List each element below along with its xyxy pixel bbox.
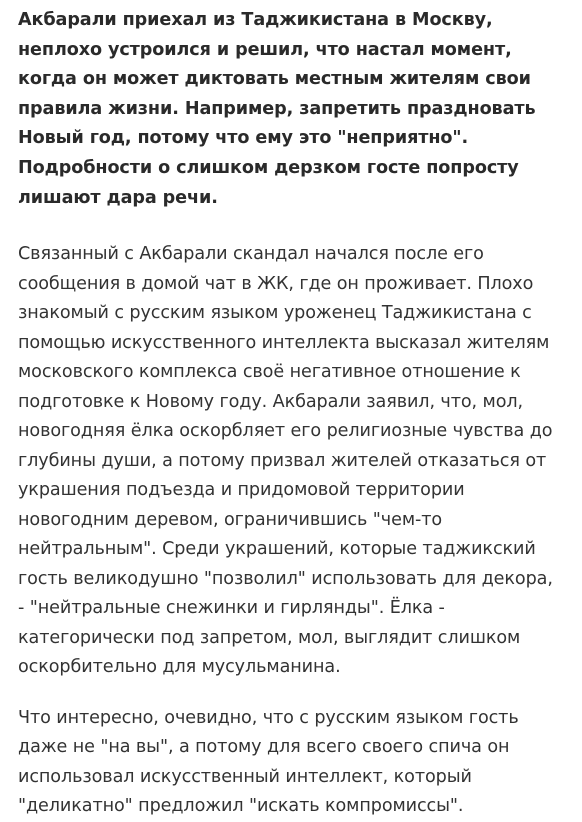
article-lead: Акбарали приехал из Таджикистана в Москву, неплохо устроился и решил, что настал момент, когда он может диктовать местным жителям свои правила жизни. Например, запретить праздновать Новый год, потому что ему это "неприятно". Подробности о слишком дерзком госте попросту лишают дара речи. bbox=[18, 10, 536, 208]
article-paragraph: Связанный с Акбарали скандал начался после его сообщения в домой чат в ЖК, где он проживает. Плохо знакомый с русским языком уроженец Таджикистана с помощью искусственного интеллекта высказал жителям московского комплекса своё негативное отношение к подготовке к Новому году. Акбарали заявил, что, мол, новогодняя ёлка оскорбляет его религиозные чувства до глубины души, а потому призвал жителей отказаться от украшения подъезда и придомовой территории новогодним деревом, ограничившись "чем-то нейтральным". Среди украшений, которые таджикский гость великодушно "позволил" использовать для декора, - "нейтральные снежинки и гирлянды". Ёлка - категорически под запретом, мол, выглядит слишком оскорбительно для мусульманина. bbox=[18, 244, 553, 678]
article-paragraph: Что интересно, очевидно, что с русским языком гость даже не "на вы", а потому для всего своего спича он использовал искусственный интеллект, который "деликатно" предложил "искать компромиссы". bbox=[18, 707, 519, 817]
